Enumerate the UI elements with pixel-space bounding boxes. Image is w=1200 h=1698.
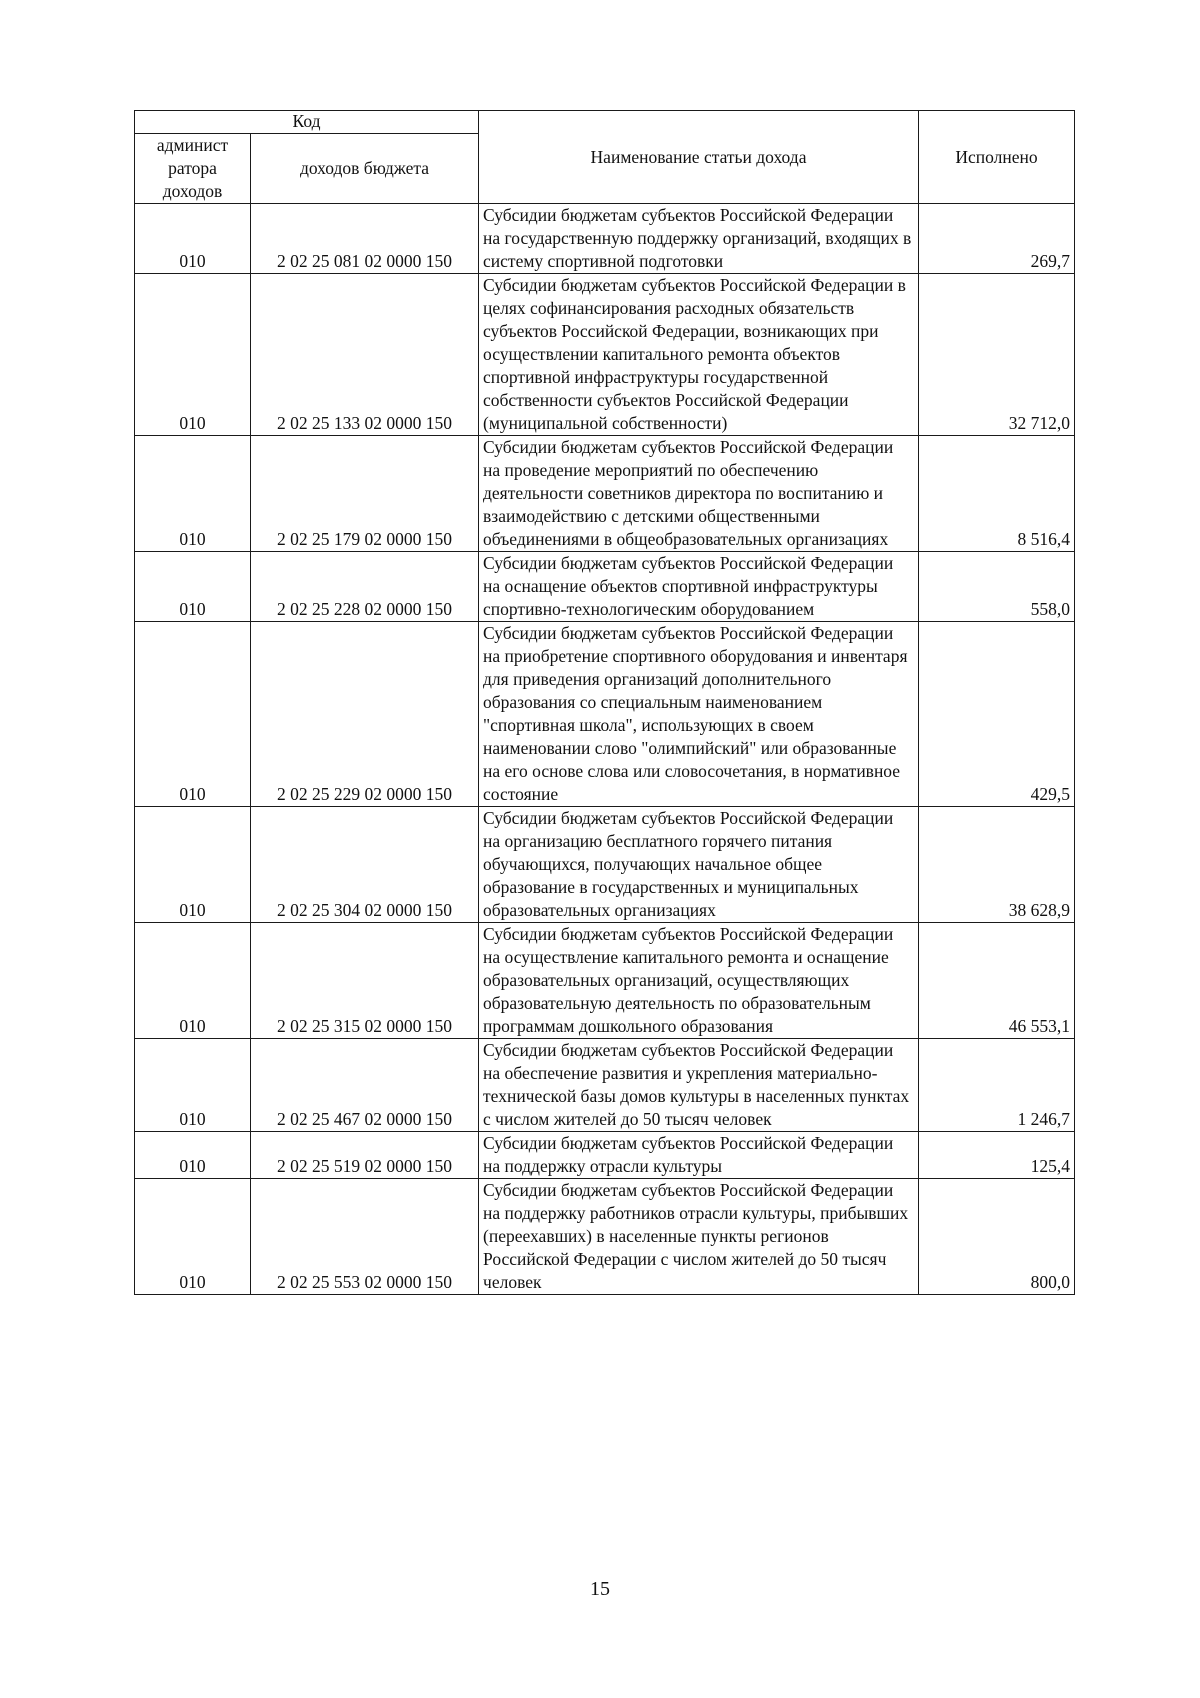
admin-code-cell: 010 <box>135 552 251 622</box>
table-row <box>135 436 1075 552</box>
income-name-cell: Субсидии бюджетам субъектов Российской Федерации в целях софинансирования расходных обязательств субъектов Российской Федерации, возникающих при осуществлении капитального ремонта объектов спортивной инфраструктуры государственной собственности субъектов Российской Федерации (муниципальной собственности) <box>479 274 919 436</box>
amount-cell: 125,4 <box>919 1132 1075 1179</box>
table-row <box>135 274 1075 436</box>
header-income-name: Наименование статьи дохода <box>479 111 919 204</box>
income-code-cell: 2 02 25 229 02 0000 150 <box>251 622 479 807</box>
amount-cell: 558,0 <box>919 552 1075 622</box>
admin-code-cell: 010 <box>135 204 251 274</box>
header-income-code: доходов бюджета <box>251 134 479 204</box>
table-row <box>135 1179 1075 1295</box>
income-code-cell: 2 02 25 228 02 0000 150 <box>251 552 479 622</box>
header-administrator: админист ратора доходов <box>135 134 251 204</box>
table-row <box>135 1039 1075 1132</box>
admin-code-cell: 010 <box>135 1132 251 1179</box>
income-code-cell: 2 02 25 304 02 0000 150 <box>251 807 479 923</box>
header-kod: Код <box>135 111 479 134</box>
table-row <box>135 622 1075 807</box>
amount-cell: 1 246,7 <box>919 1039 1075 1132</box>
header-executed: Исполнено <box>919 111 1075 204</box>
amount-cell: 8 516,4 <box>919 436 1075 552</box>
admin-code-cell: 010 <box>135 274 251 436</box>
income-name-cell: Субсидии бюджетам субъектов Российской Федерации на проведение мероприятий по обеспечению деятельности советников директора по воспитанию и взаимодействию с детскими общественными объединениями в общеобразовательных организациях <box>479 436 919 552</box>
amount-cell: 46 553,1 <box>919 923 1075 1039</box>
income-code-cell: 2 02 25 081 02 0000 150 <box>251 204 479 274</box>
income-code-cell: 2 02 25 179 02 0000 150 <box>251 436 479 552</box>
admin-code-cell: 010 <box>135 923 251 1039</box>
income-name-cell: Субсидии бюджетам субъектов Российской Федерации на поддержку работников отрасли культуры, прибывших (переехавших) в населенные пункты регионов Российской Федерации с числом жителей до 50 тысяч человек <box>479 1179 919 1295</box>
income-name-cell: Субсидии бюджетам субъектов Российской Федерации на организацию бесплатного горячего питания обучающихся, получающих начальное общее образование в государственных и муниципальных образовательных организациях <box>479 807 919 923</box>
income-code-cell: 2 02 25 519 02 0000 150 <box>251 1132 479 1179</box>
page-number: 15 <box>590 1578 610 1600</box>
income-code-cell: 2 02 25 467 02 0000 150 <box>251 1039 479 1132</box>
income-name-cell: Субсидии бюджетам субъектов Российской Федерации на приобретение спортивного оборудования и инвентаря для приведения организаций дополнительного образования со специальным наименованием "спортивная школа", использующих в своем наименовании слово "олимпийский" или образованные на его основе слова или словосочетания, в нормативное состояние <box>479 622 919 807</box>
amount-cell: 32 712,0 <box>919 274 1075 436</box>
amount-cell: 269,7 <box>919 204 1075 274</box>
table-header <box>135 111 1075 204</box>
income-name-cell: Субсидии бюджетам субъектов Российской Федерации на оснащение объектов спортивной инфраструктуры спортивно-технологическим оборудованием <box>479 552 919 622</box>
income-code-cell: 2 02 25 133 02 0000 150 <box>251 274 479 436</box>
table-body <box>135 204 1075 1295</box>
table-row <box>135 1132 1075 1179</box>
income-name-cell: Субсидии бюджетам субъектов Российской Федерации на поддержку отрасли культуры <box>479 1132 919 1179</box>
amount-cell: 38 628,9 <box>919 807 1075 923</box>
table-row <box>135 807 1075 923</box>
budget-income-table <box>134 110 1075 1295</box>
admin-code-cell: 010 <box>135 1179 251 1295</box>
income-code-cell: 2 02 25 553 02 0000 150 <box>251 1179 479 1295</box>
table-row <box>135 552 1075 622</box>
admin-code-cell: 010 <box>135 1039 251 1132</box>
income-name-cell: Субсидии бюджетам субъектов Российской Федерации на обеспечение развития и укрепления материально-технической базы домов культуры в населенных пунктах с числом жителей до 50 тысяч человек <box>479 1039 919 1132</box>
admin-code-cell: 010 <box>135 807 251 923</box>
income-name-cell: Субсидии бюджетам субъектов Российской Федерации на осуществление капитального ремонта и оснащение образовательных организаций, осуществляющих образовательную деятельность по образовательным программам дошкольного образования <box>479 923 919 1039</box>
table-row <box>135 923 1075 1039</box>
admin-code-cell: 010 <box>135 436 251 552</box>
income-code-cell: 2 02 25 315 02 0000 150 <box>251 923 479 1039</box>
amount-cell: 429,5 <box>919 622 1075 807</box>
income-name-cell: Субсидии бюджетам субъектов Российской Федерации на государственную поддержку организаций, входящих в систему спортивной подготовки <box>479 204 919 274</box>
admin-code-cell: 010 <box>135 622 251 807</box>
table-row <box>135 204 1075 274</box>
amount-cell: 800,0 <box>919 1179 1075 1295</box>
budget-sheet <box>134 110 1074 1295</box>
